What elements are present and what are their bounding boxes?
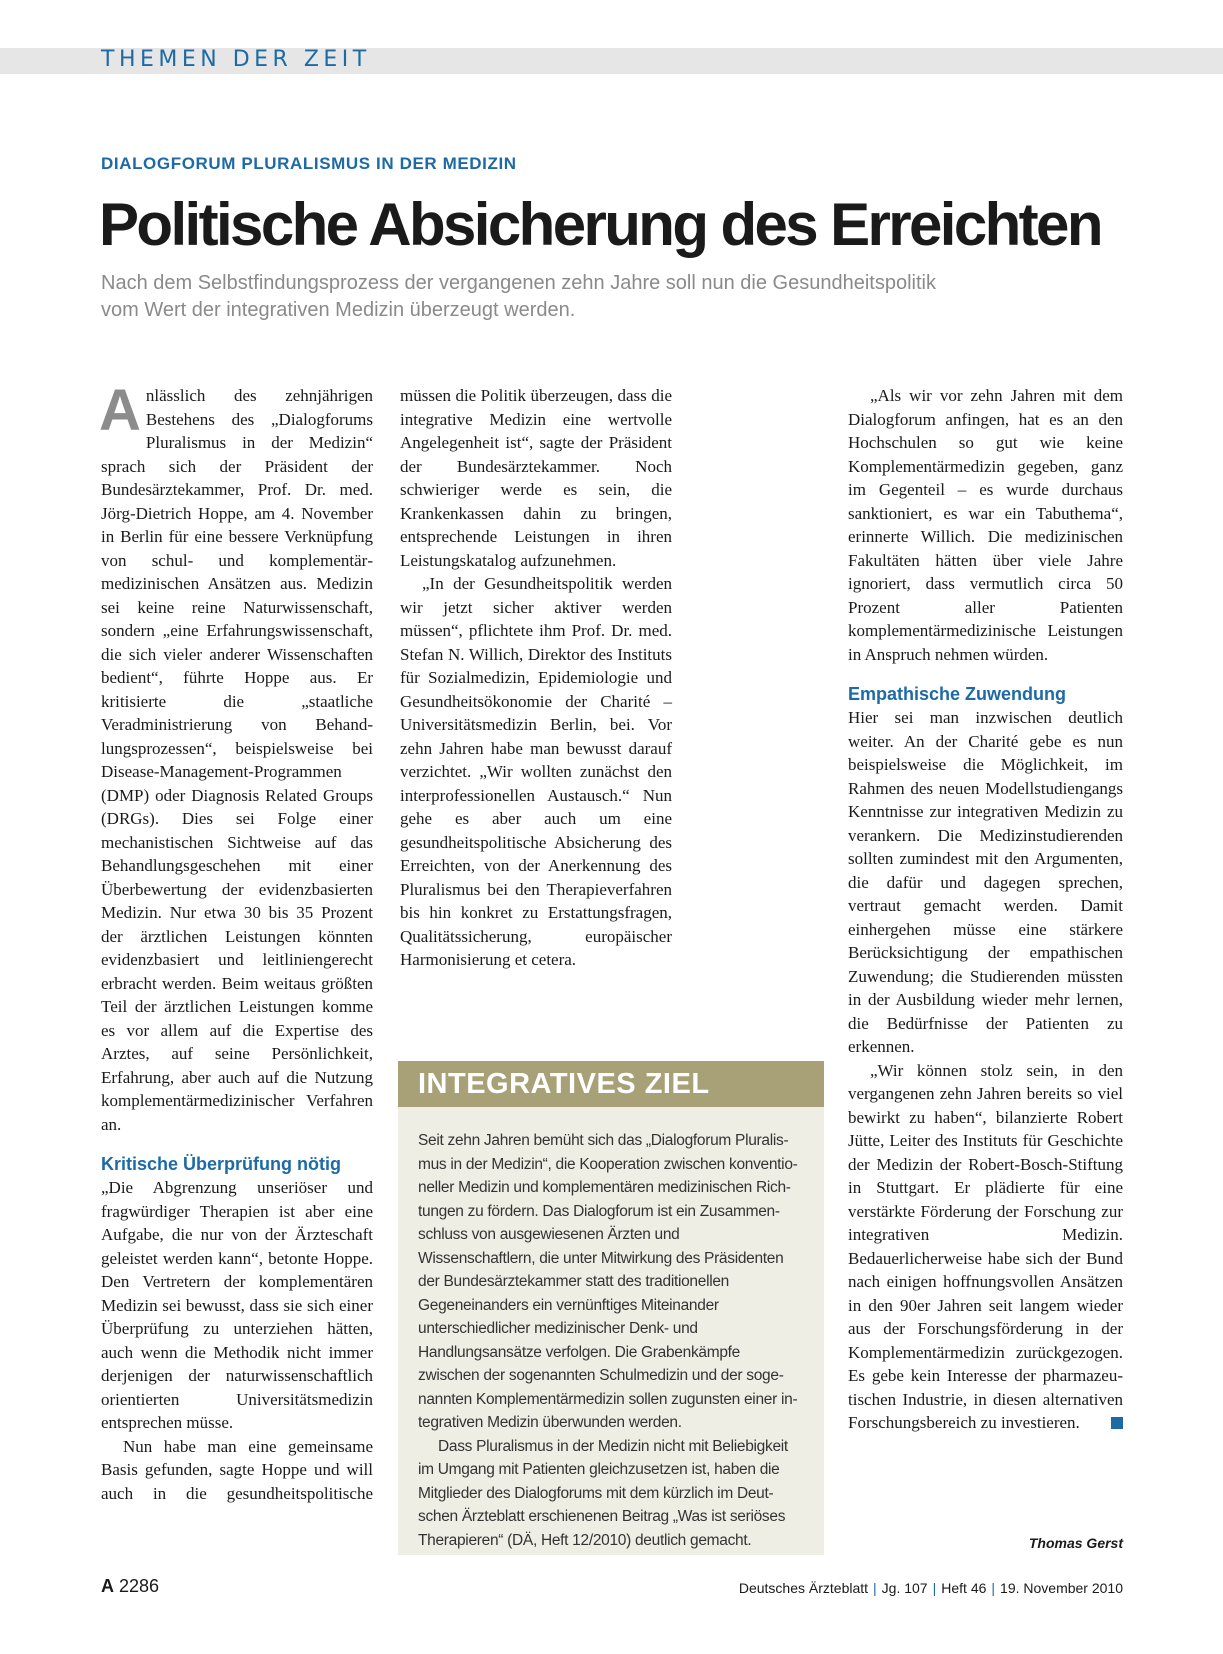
journal-issue: Heft 46 — [941, 1580, 987, 1596]
journal-volume: Jg. 107 — [881, 1580, 928, 1596]
end-mark-icon — [1111, 1417, 1123, 1429]
paragraph-text: nlässlich des zehnjährigen Bestehens des „Dialogforums Pluralismus in der Medizin“ sprach sich der Präsident der Bundesärztekammer, Prof. Dr. med. Jörg-Dietrich Hoppe, am 4. November in Berlin für eine bessere Verknüpfung von schul- und komplementärmedizinischen Ansätzen aus. Medizin sei keine reine Naturwissenschaft, sondern „eine Erfahrungswissenschaft, die sich vieler anderer Wissenschaften bedient“, führte Hoppe aus. Er kritisierte die „staatliche Veradministrierung von Behandlungsprozessen“, beispielsweise bei Disease-Management-Programmen (DMP) oder Diagnosis Related Groups (DRGs). Dies sei Folge einer mechanistischen Sichtweise auf das Behandlungsgeschehen mit einer Überbewertung der evidenzbasierten Medizin. Nur etwa 30 bis 35 Prozent der ärztlichen Leistungen könnten evidenzbasiert und leitliniengerecht erbracht werden. Beim weitaus größten Teil der ärztlichen Leistungen komme es vor allem auf die Expertise des Arztes, auf seine Persönlichkeit, Erfahrung, aber auch auf die Nutzung komplementärmedizinischer Verfahren an. — [101, 386, 373, 1134]
separator: | — [873, 1580, 877, 1596]
page-number-value: 2286 — [119, 1576, 160, 1596]
article-column-2 — [400, 384, 672, 972]
paragraph: „Die Abgrenzung unseriöser und fragwürdiger Therapien ist aber eine Aufgabe, die nur von der Ärzteschaft geleistet werden kann“, betonte Hoppe. Den Vertretern der komplementären Medizin sei bewusst, dass sie sich einer Überprüfung zu unterziehen hätten, auch wenn die Methodik nicht immer derjenigen der naturwissenschaftlich orientierten Universitätsmedizin entsprechen müsse. — [101, 1178, 373, 1432]
paragraph: „In der Gesundheitspolitik werden wir jetzt sicher aktiver werden müssen“, pflichtete ihm Prof. Dr. med. Stefan N. Willich, Direktor des Instituts für Sozialmedizin, Epidemiologie und Gesundheitsökonomie der Charité – Universitätsmedizin Berlin, bei. Vor zehn Jahren habe man bewusst darauf verzichtet. „Wir wollten zunächst den interprofessionellen Austausch.“ Nun gehe es aber auch um eine gesundheitspolitische Absicherung des Erreichten, von der Anerkennung des Pluralismus bei den Therapieverfahren bis hin konkret zu Erstattungsfragen, Qualitätssicherung, europäischer Harmonisierung et cetera. — [400, 574, 672, 969]
info-box-paragraph: Seit zehn Jahren bemüht sich das „Dialogforum Pluralismus in der Medizin“, die Kooperation zwischen konventioneller Medizin und komplementären medizinischen Richtungen zu fördern. Das Dialogforum ist ein Zusammenschluss von ausgewiesenen Ärzten und Wissenschaftlern, die unter Mitwirkung des Präsidenten der Bundesärztekammer statt des traditionellen Gegeneinanders ein vernünftiges Miteinander unterschiedlicher medizinischer Denk- und Handlungsansätze verfolgen. Die Grabenkämpfe zwischen der sogenannten Schulmedizin und der sogenannten Komplementärmedizin sollen zugunsten einer integrativen Medizin überwunden werden. — [418, 1132, 798, 1431]
info-box-paragraph: Dass Pluralismus in der Medizin nicht mit Beliebigkeit im Umgang mit Patienten gleichzusetzen ist, haben die Mitglieder des Dialogforums mit dem kürzlich im Deutschen Ärzteblatt erschienenen Beitrag „Was ist seriöses Therapieren“ (DÄ, Heft 12/2010) deutlich gemacht. — [418, 1437, 788, 1549]
drop-cap: A — [99, 378, 141, 443]
article-dek: Nach dem Selbstfindungsprozess der vergangenen zehn Jahre soll nun die Gesundheitspolitik vom Wert der integrativen Medizin überzeugt werden. — [101, 272, 936, 321]
info-box-title: INTEGRATIVES ZIEL — [398, 1061, 824, 1107]
section-label: THEMEN DER ZEIT — [101, 47, 371, 72]
article-headline: Politische Absicherung des Erreichten — [99, 191, 1101, 258]
paragraph: Hier sei man inzwischen deutlich weiter. An der Charité gebe es nun beispielsweise die Möglichkeit, im Rahmen des neuen Modellstudiengangs Kenntnisse zur integrativen Medizin zu verankern. Die Medizinstudierenden sollten zumindest mit den Argumenten, die dafür und dagegen sprechen, vertraut gemacht werden. Damit einhergehen müsse eine stärkere Berücksichtigung der empathischen Zuwendung; die Studierenden müssten in der Ausbildung wieder mehr lernen, die Bedürfnisse der Patienten zu erkennen. — [848, 708, 1123, 1056]
page-number — [101, 1576, 159, 1597]
journal-footer — [739, 1580, 1123, 1596]
paragraph-text: „Wir können stolz sein, in den vergangenen zehn Jahren bereits so viel bewirkt zu haben“, bilanzierte Robert Jütte, Leiter des Instituts für Geschichte der Medizin der Robert-Bosch-Stiftung in Stuttgart. Er plädierte für eine verstärkte Förderung der Forschung zur integrativen Medizin. Bedauerlicherweise habe sich der Bund nach einigen hoffnungsvollen Ansätzen in den 90er Jahren seit langem wieder aus der Forschungsförderung in der Komplementärmedizin zurückgezogen. Es gebe kein Interesse der pharmazeutischen Industrie, in diesen alternativen Forschungsbereich zu investieren. — [848, 1060, 1123, 1432]
paragraph: „Als wir vor zehn Jahren mit dem Dialogforum anfingen, hat es an den Hochschulen so gut wie keine Komplementärmedizin gegeben, ganz im Gegenteil – es wurde durchaus sanktioniert, es war ein Tabuthema“, erinnerte Willich. Die medizinischen Fakultäten hätten über viele Jahre ignoriert, dass vermutlich circa 50 Prozent aller Patienten komplementärmedizinische Leistungen in Anspruch nehmen würden. — [848, 386, 1123, 664]
subheading: Empathische Zuwendung — [848, 684, 1067, 704]
page-prefix: A — [101, 1576, 114, 1596]
paragraph — [848, 1059, 1123, 1435]
subheading: Kritische Überprüfung nötig — [101, 1154, 341, 1174]
info-box-body — [398, 1107, 824, 1552]
separator: | — [932, 1580, 937, 1596]
article-kicker: DIALOGFORUM PLURALISMUS IN DER MEDIZIN — [101, 154, 517, 173]
article-column-1 — [99, 378, 373, 1505]
paragraph-continued: müssen die Politik überzeugen, dass die integrative Medizin eine wertvolle Angelegenheit ist“, sagte der Präsident der Bundesärztekammer. Noch schwieriger werde es sein, die Krankenkassen dahin zu bringen, entsprechende Leistungen in ihren Leistungskatalog aufzunehmen. — [400, 386, 672, 570]
paragraph: Nun habe man eine gemeinsame Basis gefunden, sagte Hoppe und will auch in die gesundheitspolitische — [101, 1436, 373, 1503]
article-column-3 — [848, 384, 1123, 1435]
journal-date: 19. November 2010 — [1000, 1580, 1123, 1596]
separator: | — [991, 1580, 996, 1596]
info-box — [398, 1061, 824, 1555]
journal-name: Deutsches Ärzteblatt — [738, 1580, 869, 1596]
byline: Thomas Gerst — [1028, 1535, 1123, 1551]
paragraph — [99, 378, 373, 1136]
